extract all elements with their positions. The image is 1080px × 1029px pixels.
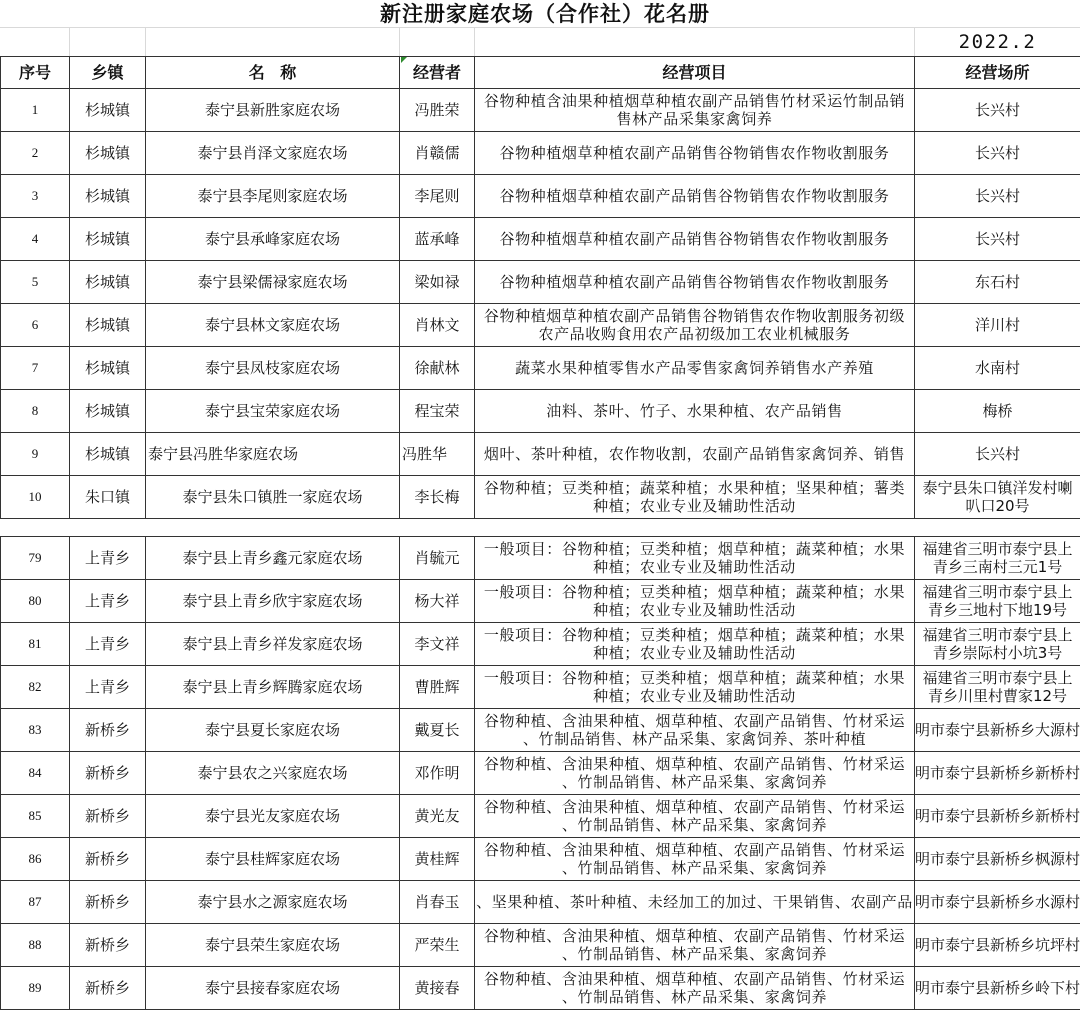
table-row (0, 795, 1080, 838)
operator-cell: 邓作明 (400, 752, 475, 795)
business-scope-cell (475, 218, 915, 261)
business-scope-cell (475, 752, 915, 795)
serial-number-cell: 86 (0, 838, 70, 881)
business-scope-cell (475, 967, 915, 1010)
business-scope-line: 、竹制品销售、林产品采集、家禽饲养 (561, 945, 828, 963)
operator-cell: 李长梅 (400, 476, 475, 519)
business-location-line: 长兴村 (974, 187, 1020, 205)
township-cell: 杉城镇 (70, 132, 146, 175)
township-cell: 上青乡 (70, 537, 146, 580)
township-cell: 杉城镇 (70, 261, 146, 304)
farm-name-cell: 泰宁县宝荣家庭农场 (146, 390, 400, 433)
business-location-cell (915, 795, 1080, 838)
business-location-cell (915, 924, 1080, 967)
operator-cell: 黄接春 (400, 967, 475, 1010)
farm-name-cell: 泰宁县上青乡祥发家庭农场 (146, 623, 400, 666)
table-row (0, 261, 1080, 304)
business-scope-cell (475, 795, 915, 838)
township-cell: 杉城镇 (70, 304, 146, 347)
business-location-cell (915, 967, 1080, 1010)
business-scope-line: 蔬菜水果种植零售水产品零售家禽饲养销售水产养殖 (515, 359, 874, 377)
business-scope-cell (475, 132, 915, 175)
serial-number-cell: 88 (0, 924, 70, 967)
farm-name-cell: 泰宁县新胜家庭农场 (146, 89, 400, 132)
serial-number-cell: 80 (0, 580, 70, 623)
business-scope-line: 种植；农业专业及辅助性活动 (593, 687, 796, 705)
business-scope-cell (475, 175, 915, 218)
business-scope-line: 农产品收购食用农产品初级加工农业机械服务 (538, 325, 851, 343)
business-location-cell (915, 838, 1080, 881)
operator-cell: 肖林文 (400, 304, 475, 347)
business-scope-cell (475, 347, 915, 390)
business-scope-line: 谷物种植烟草种植农副产品销售谷物销售农作物收割服务 (499, 230, 890, 248)
business-location-line: 明市泰宁县新桥乡坑坪村 (915, 936, 1080, 954)
business-scope-line: 谷物种植、含油果种植、烟草种植、农副产品销售、竹材采运 (483, 927, 906, 945)
farm-name-cell: 泰宁县上青乡鑫元家庭农场 (146, 537, 400, 580)
operator-cell: 冯胜荣 (400, 89, 475, 132)
township-cell: 上青乡 (70, 623, 146, 666)
business-location-line: 明市泰宁县新桥乡岭下村 (915, 979, 1080, 997)
business-scope-line: 一般项目：谷物种植；豆类种植；烟草种植；蔬菜种植；水果 (483, 626, 906, 644)
table-row (0, 924, 1080, 967)
business-location-line: 福建省三明市泰宁县上 (922, 540, 1073, 558)
sheet-top-gridrow (0, 27, 1080, 56)
business-location-line: 叭口20号 (965, 497, 1030, 515)
operator-cell: 冯胜华 (400, 433, 475, 476)
serial-number-cell: 6 (0, 304, 70, 347)
business-location-cell (915, 580, 1080, 623)
farm-name-cell: 泰宁县水之源家庭农场 (146, 881, 400, 924)
serial-number-cell: 79 (0, 537, 70, 580)
table-row (0, 433, 1080, 476)
township-cell: 杉城镇 (70, 433, 146, 476)
township-cell: 杉城镇 (70, 175, 146, 218)
farm-name-cell: 泰宁县桂辉家庭农场 (146, 838, 400, 881)
business-location-cell (915, 623, 1080, 666)
business-location-cell (915, 175, 1080, 218)
farm-name-cell: 泰宁县梁儒禄家庭农场 (146, 261, 400, 304)
business-location-line: 长兴村 (974, 101, 1020, 119)
serial-number-cell: 4 (0, 218, 70, 261)
business-location-cell (915, 709, 1080, 752)
business-scope-line: 种植；农业专业及辅助性活动 (593, 558, 796, 576)
farm-name-cell: 泰宁县上青乡辉腾家庭农场 (146, 666, 400, 709)
business-scope-line: 油料、茶叶、竹子、水果种植、农产品销售 (546, 402, 843, 420)
business-location-line: 东石村 (974, 273, 1020, 291)
business-scope-line: 种植；农业专业及辅助性活动 (593, 497, 796, 515)
serial-number-cell: 81 (0, 623, 70, 666)
business-location-cell (915, 89, 1080, 132)
table-row (0, 537, 1080, 580)
business-scope-line: 一般项目：谷物种植；豆类种植；烟草种植；蔬菜种植；水果 (483, 540, 906, 558)
business-scope-line: 谷物种植、含油果种植、烟草种植、农副产品销售、竹材采运 (483, 798, 906, 816)
operator-cell: 严荣生 (400, 924, 475, 967)
register-table-bottom (0, 536, 1080, 1010)
business-scope-cell (475, 924, 915, 967)
cell-error-indicator (401, 57, 407, 63)
table-row (0, 838, 1080, 881)
business-scope-line: 谷物种植含油果种植烟草种植农副产品销售竹材采运竹制品销 (483, 92, 906, 110)
business-scope-line: 谷物种植、含油果种植、烟草种植、农副产品销售、竹材采运 (483, 970, 906, 988)
township-cell: 上青乡 (70, 580, 146, 623)
business-location-line: 青乡三地村下地19号 (927, 601, 1068, 619)
table-row (0, 476, 1080, 519)
sheet-gridcell (475, 28, 915, 56)
table-row (0, 623, 1080, 666)
business-location-line: 长兴村 (974, 445, 1020, 463)
business-scope-line: 谷物种植、含油果种植、烟草种植、农副产品销售、竹材采运 (483, 712, 906, 730)
operator-cell: 蓝承峰 (400, 218, 475, 261)
business-location-cell (915, 261, 1080, 304)
business-scope-line: 烟叶、茶叶种植，农作物收割，农副产品销售家禽饲养、销售 (483, 445, 906, 463)
business-scope-cell (475, 304, 915, 347)
operator-cell: 戴夏长 (400, 709, 475, 752)
business-scope-cell (475, 881, 915, 924)
operator-cell: 黄光友 (400, 795, 475, 838)
business-scope-line: 种植；农业专业及辅助性活动 (593, 601, 796, 619)
serial-number-cell: 87 (0, 881, 70, 924)
operator-cell: 李尾则 (400, 175, 475, 218)
township-cell: 杉城镇 (70, 89, 146, 132)
page-title: 新注册家庭农场（合作社）花名册 (380, 1, 710, 26)
header-township: 乡镇 (70, 57, 146, 89)
business-scope-line: 、竹制品销售、林产品采集、家禽饲养 (561, 816, 828, 834)
business-location-line: 福建省三明市泰宁县上 (922, 626, 1073, 644)
date-label: 2022.2 (958, 31, 1037, 53)
business-location-cell (915, 390, 1080, 433)
farm-name-cell: 泰宁县林文家庭农场 (146, 304, 400, 347)
business-scope-line: 谷物种植烟草种植农副产品销售谷物销售农作物收割服务 (499, 187, 890, 205)
operator-cell: 杨大祥 (400, 580, 475, 623)
business-location-line: 长兴村 (974, 144, 1020, 162)
register-table-top (0, 56, 1080, 519)
business-scope-cell (475, 666, 915, 709)
farm-name-cell: 泰宁县凤枝家庭农场 (146, 347, 400, 390)
operator-cell: 程宝荣 (400, 390, 475, 433)
farm-name-cell: 泰宁县李尾则家庭农场 (146, 175, 400, 218)
business-scope-cell (475, 433, 915, 476)
business-location-cell (915, 476, 1080, 519)
farm-name-cell: 泰宁县上青乡欣宇家庭农场 (146, 580, 400, 623)
business-location-line: 明市泰宁县新桥乡水源村 (915, 893, 1080, 911)
business-location-line: 水南村 (974, 359, 1020, 377)
sheet-gridcell (0, 28, 70, 56)
farm-name-cell: 泰宁县朱口镇胜一家庭农场 (146, 476, 400, 519)
business-scope-cell (475, 390, 915, 433)
business-location-cell (915, 537, 1080, 580)
header-farm-name: 名 称 (146, 57, 400, 89)
township-cell: 新桥乡 (70, 881, 146, 924)
township-cell: 朱口镇 (70, 476, 146, 519)
serial-number-cell: 85 (0, 795, 70, 838)
farm-name-cell: 泰宁县夏长家庭农场 (146, 709, 400, 752)
township-cell: 上青乡 (70, 666, 146, 709)
farm-name-cell: 泰宁县接春家庭农场 (146, 967, 400, 1010)
table-row (0, 580, 1080, 623)
business-location-line: 洋川村 (974, 316, 1020, 334)
operator-cell: 曹胜辉 (400, 666, 475, 709)
table-row (0, 752, 1080, 795)
serial-number-cell: 2 (0, 132, 70, 175)
table-row (0, 304, 1080, 347)
business-location-line: 青乡崇际村小坑3号 (932, 644, 1063, 662)
serial-number-cell: 8 (0, 390, 70, 433)
business-location-cell (915, 304, 1080, 347)
serial-number-cell: 82 (0, 666, 70, 709)
table-row (0, 347, 1080, 390)
operator-cell: 肖春玉 (400, 881, 475, 924)
table-row (0, 709, 1080, 752)
township-cell: 新桥乡 (70, 709, 146, 752)
operator-cell: 李文祥 (400, 623, 475, 666)
serial-number-cell: 10 (0, 476, 70, 519)
serial-number-cell: 3 (0, 175, 70, 218)
farm-name-cell: 泰宁县荣生家庭农场 (146, 924, 400, 967)
business-scope-line: 一般项目：谷物种植；豆类种植；烟草种植；蔬菜种植；水果 (483, 669, 906, 687)
header-business-location: 经营场所 (915, 57, 1080, 89)
farm-name-cell: 泰宁县承峰家庭农场 (146, 218, 400, 261)
business-scope-line: 、竹制品销售、林产品采集、家禽饲养 (561, 859, 828, 877)
header-business-scope: 经营项目 (475, 57, 915, 89)
business-location-line: 明市泰宁县新桥乡大源村 (915, 721, 1080, 739)
header-operator: 经营者 (400, 57, 475, 89)
business-location-line: 明市泰宁县新桥乡新桥村 (915, 764, 1080, 782)
table-row (0, 390, 1080, 433)
business-scope-line: 、竹制品销售、林产品采集、家禽饲养 (561, 773, 828, 791)
business-location-cell (915, 132, 1080, 175)
business-location-cell (915, 347, 1080, 390)
business-scope-line: 谷物种植烟草种植农副产品销售谷物销售农作物收割服务初级 (483, 307, 906, 325)
business-scope-line: 种植；农业专业及辅助性活动 (593, 644, 796, 662)
township-cell: 杉城镇 (70, 218, 146, 261)
operator-cell: 肖赣儒 (400, 132, 475, 175)
business-scope-cell (475, 89, 915, 132)
township-cell: 杉城镇 (70, 390, 146, 433)
township-cell: 新桥乡 (70, 752, 146, 795)
sheet-gridcell (146, 28, 400, 56)
business-scope-line: 、竹制品销售、林产品采集、家禽饲养、茶叶种植 (522, 730, 867, 748)
farm-name-cell: 泰宁县冯胜华家庭农场 (146, 433, 400, 476)
operator-cell: 黄桂辉 (400, 838, 475, 881)
business-scope-line: 、竹制品销售、林产品采集、家禽饲养 (561, 988, 828, 1006)
business-location-cell (915, 881, 1080, 924)
table-row (0, 218, 1080, 261)
business-scope-cell (475, 623, 915, 666)
operator-cell: 梁如禄 (400, 261, 475, 304)
business-scope-cell (475, 838, 915, 881)
sheet-gridcell (400, 28, 475, 56)
business-location-line: 泰宁县朱口镇洋发村喇 (922, 479, 1073, 497)
business-scope-line: 谷物种植、含油果种植、烟草种植、农副产品销售、竹材采运 (483, 841, 906, 859)
table-row (0, 89, 1080, 132)
business-scope-cell (475, 537, 915, 580)
business-location-line: 明市泰宁县新桥乡新桥村 (915, 807, 1080, 825)
business-location-line: 福建省三明市泰宁县上 (922, 669, 1073, 687)
table-row (0, 175, 1080, 218)
township-cell: 新桥乡 (70, 924, 146, 967)
business-location-cell (915, 666, 1080, 709)
business-location-line: 青乡川里村曹家12号 (927, 687, 1068, 705)
township-cell: 新桥乡 (70, 967, 146, 1010)
serial-number-cell: 9 (0, 433, 70, 476)
farm-name-cell: 泰宁县农之兴家庭农场 (146, 752, 400, 795)
operator-cell: 肖毓元 (400, 537, 475, 580)
business-location-line: 梅桥 (982, 402, 1013, 420)
business-location-line: 明市泰宁县新桥乡枫源村 (915, 850, 1080, 868)
header-serial-number: 序号 (0, 57, 70, 89)
farm-name-cell: 泰宁县肖泽文家庭农场 (146, 132, 400, 175)
business-scope-cell (475, 261, 915, 304)
sheet-gridcell (70, 28, 146, 56)
business-scope-line: 谷物种植、含油果种植、烟草种植、农副产品销售、竹材采运 (483, 755, 906, 773)
business-location-cell (915, 752, 1080, 795)
business-location-cell (915, 433, 1080, 476)
table-row (0, 881, 1080, 924)
table-row (0, 666, 1080, 709)
business-location-line: 长兴村 (974, 230, 1020, 248)
table-header-row (0, 57, 1080, 89)
table-row (0, 132, 1080, 175)
operator-cell: 徐献林 (400, 347, 475, 390)
business-scope-cell (475, 476, 915, 519)
business-scope-line: 谷物种植烟草种植农副产品销售谷物销售农作物收割服务 (499, 273, 890, 291)
business-scope-cell (475, 709, 915, 752)
township-cell: 杉城镇 (70, 347, 146, 390)
business-scope-line: 一般项目：谷物种植；豆类种植；烟草种植；蔬菜种植；水果 (483, 583, 906, 601)
serial-number-cell: 89 (0, 967, 70, 1010)
business-scope-cell (475, 580, 915, 623)
serial-number-cell: 84 (0, 752, 70, 795)
serial-number-cell: 1 (0, 89, 70, 132)
township-cell: 新桥乡 (70, 838, 146, 881)
business-scope-line: 、坚果种植、茶叶种植、未经加工的加过、干果销售、农副产品 (476, 893, 913, 911)
business-scope-line: 售林产品采集家禽饲养 (616, 110, 773, 128)
serial-number-cell: 7 (0, 347, 70, 390)
business-location-cell (915, 218, 1080, 261)
business-location-line: 青乡三南村三元1号 (932, 558, 1063, 576)
business-scope-line: 谷物种植烟草种植农副产品销售谷物销售农作物收割服务 (499, 144, 890, 162)
serial-number-cell: 5 (0, 261, 70, 304)
business-location-line: 福建省三明市泰宁县上 (922, 583, 1073, 601)
farm-name-cell: 泰宁县光友家庭农场 (146, 795, 400, 838)
business-scope-line: 谷物种植；豆类种植；蔬菜种植；水果种植；坚果种植；薯类 (483, 479, 906, 497)
serial-number-cell: 83 (0, 709, 70, 752)
table-row (0, 967, 1080, 1010)
township-cell: 新桥乡 (70, 795, 146, 838)
